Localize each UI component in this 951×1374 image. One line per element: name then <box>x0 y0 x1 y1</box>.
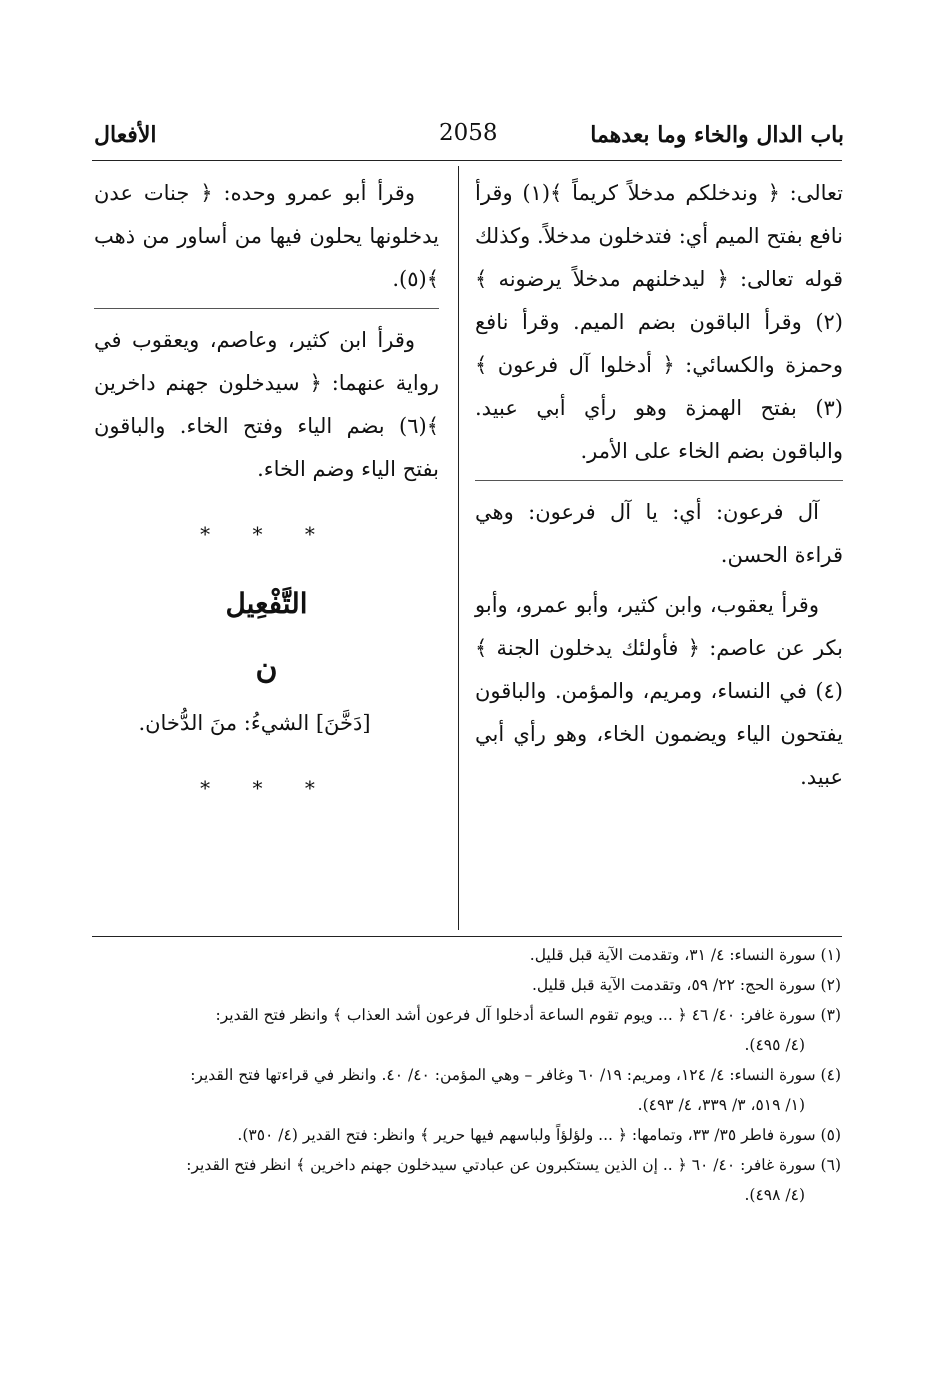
paragraph: آل فرعون: أي: يا آل فرعون: وهي قراءة الحسن. <box>475 500 843 567</box>
right-column <box>475 172 843 806</box>
paragraph: وقرأ يعقوب، وابن كثير، وأبو عمرو، وأبو بكر عن عاصم: ﴿ فأولئك يدخلون الجنة ﴾(٤) في النساء، ومريم، والمؤمن. والباقون يفتحون الياء ويضمون الخاء، وهو رأي أبي عبيد. <box>475 593 843 789</box>
footnote: (١) سورة النساء: ٤/ ٣١، وتقدمت الآية قبل قليل. <box>529 946 841 964</box>
chapter-title: باب الدال والخاء وما بعدهما <box>590 122 844 148</box>
running-header <box>94 118 844 158</box>
footnote: (٤) سورة النساء: ٤/ ١٢٤، ومريم: ١٩/ ٦٠ وغافر – وهي المؤمن: ٤٠/ ٤٠. وانظر في قراءتها فتح القدير: <box>190 1066 841 1084</box>
header-rule <box>92 160 842 161</box>
section-heading: التَّفْعِيل <box>225 587 308 620</box>
column-divider <box>458 166 459 930</box>
paragraph: تعالى: ﴿ وندخلكم مدخلاً كريماً ﴾(١) وقرأ نافع بفتح الميم أي: فتدخلون مدخلاً. وكذلك قوله تعالى: ﴿ ليدخلنهم مدخلاً يرضونه ﴾(٢) وقرأ الباقون بضم الميم. وقرأ نافع وحمزة والكسائي: ﴿ أدخلوا آل فرعون ﴾(٣) بفتح الهمزة وهو رأي أبي عبيد. والباقون بضم الخاء على الأمر. <box>475 181 843 463</box>
section-title-header: الأفعال <box>94 122 157 148</box>
footnote-continuation: (٤/ ٤٩٨). <box>744 1186 805 1204</box>
footnotes <box>103 940 841 1210</box>
footnote-rule <box>92 936 842 937</box>
paragraph-divider <box>94 308 439 309</box>
footnote: (٥) سورة فاطر ٣٥/ ٣٣، وتمامها: ﴿ ... ولؤلؤاً ولباسهم فيها حرير ﴾ وانظر: فتح القدير (٤/ ٣٥٠). <box>237 1126 841 1144</box>
section-separator: * * * <box>200 522 333 546</box>
letter-heading: ن <box>255 651 278 686</box>
paragraph-divider <box>475 480 843 481</box>
footnote: (٦) سورة غافر: ٤٠/ ٦٠ ﴿ .. إن الذين يستكبرون عن عبادتي سيدخلون جهنم داخرين ﴾ انظر فتح القدير: <box>186 1156 841 1174</box>
paragraph: وقرأ ابن كثير، وعاصم، ويعقوب في رواية عنهما: ﴿ سيدخلون جهنم داخرين ﴾(٦) بضم الياء وفتح الخاء. والباقون بفتح الياء وضم الخاء. <box>94 328 439 481</box>
footnote: (٣) سورة غافر: ٤٠/ ٤٦ ﴿ ... ويوم تقوم الساعة أدخلوا آل فرعون أشد العذاب ﴾ وانظر فتح القدير: <box>215 1006 841 1024</box>
footnote-continuation: (١/ ٥١٩، ٣/ ٣٣٩، ٤/ ٤٩٣). <box>637 1096 805 1114</box>
paragraph: وقرأ أبو عمرو وحده: ﴿ جنات عدن يدخلونها يحلون فيها من أساور من ذهب ﴾(٥). <box>94 181 439 291</box>
section-separator: * * * <box>200 776 333 800</box>
footnote: (٢) سورة الحج: ٢٢/ ٥٩، وتقدمت الآية قبل قليل. <box>531 976 841 994</box>
footnote-continuation: (٤/ ٤٩٥). <box>744 1036 805 1054</box>
dictionary-entry: [دَخَّنَ] الشيءُ: منَ الدُّخان. <box>138 711 371 735</box>
page-number: 2058 <box>439 120 498 146</box>
left-column <box>94 172 439 836</box>
